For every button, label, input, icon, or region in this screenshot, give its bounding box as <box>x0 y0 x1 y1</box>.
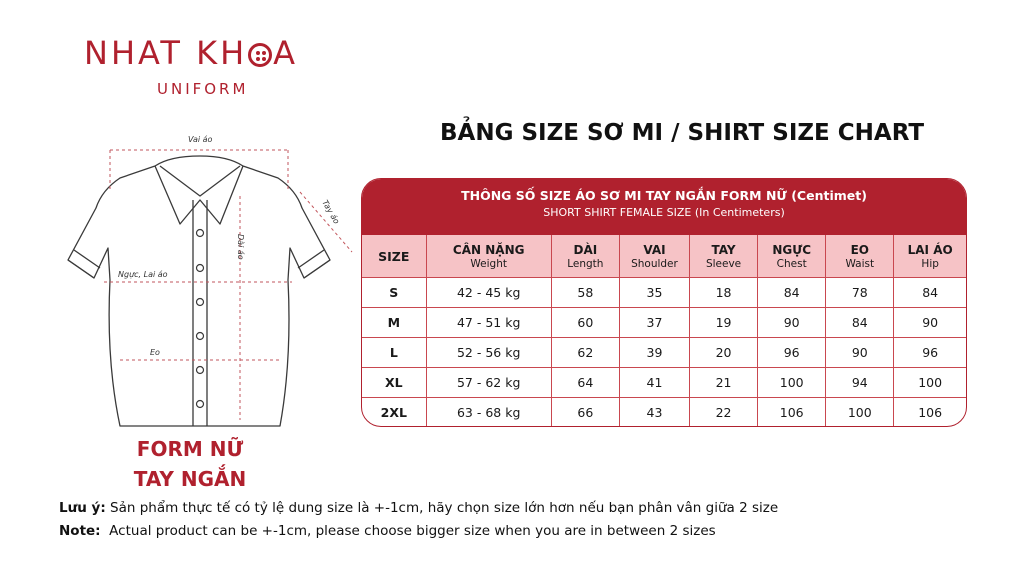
table-cell: 84 <box>894 278 966 308</box>
note-vi-label: Lưu ý: <box>59 500 106 516</box>
table-cell: 64 <box>551 368 619 398</box>
form-label-line2: TAY NGẮN <box>133 467 247 491</box>
header-sub: Chest <box>776 257 807 270</box>
shoulder-label: Vai áo <box>188 135 213 144</box>
size-cell: 2XL <box>362 398 426 428</box>
table-cell: 100 <box>894 368 966 398</box>
header-main: DÀI <box>573 242 598 257</box>
table-row <box>362 368 966 398</box>
header-main: SIZE <box>378 248 410 264</box>
size-chart-table <box>361 178 967 427</box>
table-cell: 66 <box>551 398 619 428</box>
header-main: EO <box>850 242 869 257</box>
header-sub: Length <box>567 257 604 270</box>
table-cell: 37 <box>619 308 689 338</box>
table-cell: 60 <box>551 308 619 338</box>
table-row <box>362 338 966 368</box>
table-cell: 96 <box>894 338 966 368</box>
chest-hip-label: Ngực, Lai áo <box>118 270 168 279</box>
note-en <box>59 520 778 543</box>
table-row <box>362 398 966 428</box>
table-cell: 42 - 45 kg <box>426 278 551 308</box>
button-icon <box>248 43 272 67</box>
header-shoulder <box>619 235 689 278</box>
table-title-vi: THÔNG SỐ SIZE ÁO SƠ MI TAY NGẮN FORM NỮ (Centimet) <box>461 188 867 203</box>
table-cell: 52 - 56 kg <box>426 338 551 368</box>
page-title: BẢNG SIZE SƠ MI / SHIRT SIZE CHART <box>440 120 925 146</box>
table-cell: 20 <box>690 338 758 368</box>
table-cell: 90 <box>758 308 826 338</box>
header-sleeve <box>690 235 758 278</box>
table-title <box>362 179 966 235</box>
header-sub: Shoulder <box>631 257 678 270</box>
waist-label: Eo <box>150 348 160 357</box>
header-hip <box>894 235 966 278</box>
note-vi <box>59 497 778 520</box>
table-cell: 100 <box>758 368 826 398</box>
table-cell: 106 <box>758 398 826 428</box>
table-cell: 47 - 51 kg <box>426 308 551 338</box>
logo-text-end: A <box>273 34 299 72</box>
form-label <box>110 434 270 494</box>
table-cell: 22 <box>690 398 758 428</box>
header-chest <box>758 235 826 278</box>
size-cell: S <box>362 278 426 308</box>
table-cell: 58 <box>551 278 619 308</box>
logo-text: NHAT KH <box>84 34 248 72</box>
table-cell: 18 <box>690 278 758 308</box>
length-label: Dài áo <box>236 234 245 260</box>
table-row <box>362 308 966 338</box>
header-waist <box>826 235 894 278</box>
table-cell: 62 <box>551 338 619 368</box>
table-cell: 96 <box>758 338 826 368</box>
logo-subtitle: UNIFORM <box>157 80 249 98</box>
shirt-diagram <box>60 130 370 430</box>
table-cell: 90 <box>826 338 894 368</box>
size-cell: L <box>362 338 426 368</box>
header-size <box>362 235 426 278</box>
shirt-illustration <box>60 130 370 430</box>
header-weight <box>426 235 551 278</box>
header-sub: Sleeve <box>705 257 742 270</box>
table-cell: 106 <box>894 398 966 428</box>
table-cell: 43 <box>619 398 689 428</box>
header-main: VAI <box>643 242 666 257</box>
table-cell: 63 - 68 kg <box>426 398 551 428</box>
header-sub: Weight <box>470 257 507 270</box>
table-cell: 21 <box>690 368 758 398</box>
size-cell: M <box>362 308 426 338</box>
table-cell: 41 <box>619 368 689 398</box>
note-en-label: Note: <box>59 523 101 539</box>
table-cell: 90 <box>894 308 966 338</box>
size-table <box>362 235 966 427</box>
table-cell: 78 <box>826 278 894 308</box>
table-cell: 35 <box>619 278 689 308</box>
table-cell: 100 <box>826 398 894 428</box>
table-header-row <box>362 235 966 278</box>
table-title-en: SHORT SHIRT FEMALE SIZE (In Centimeters) <box>543 206 785 219</box>
notes <box>59 497 778 543</box>
table-cell: 39 <box>619 338 689 368</box>
brand-logo <box>84 34 298 72</box>
note-vi-text: Sản phẩm thực tế có tỷ lệ dung size là +-1cm, hãy chọn size lớn hơn nếu bạn phân vân giữa 2 size <box>105 500 779 516</box>
header-sub: Waist <box>845 257 875 270</box>
table-row <box>362 278 966 308</box>
table-cell: 57 - 62 kg <box>426 368 551 398</box>
header-main: CÂN NẶNG <box>452 242 525 257</box>
table-cell: 19 <box>690 308 758 338</box>
header-main: LAI ÁO <box>907 242 953 257</box>
table-cell: 84 <box>758 278 826 308</box>
header-length <box>551 235 619 278</box>
note-en-text: Actual product can be +-1cm, please choose bigger size when you are in between 2 sizes <box>100 523 716 539</box>
size-cell: XL <box>362 368 426 398</box>
sleeve-label: Tay áo <box>320 198 342 226</box>
table-body <box>362 278 966 428</box>
header-sub: Hip <box>921 257 939 270</box>
header-main: NGỰC <box>772 242 812 257</box>
table-cell: 94 <box>826 368 894 398</box>
form-label-line1: FORM NỮ <box>136 437 244 461</box>
header-main: TAY <box>711 242 736 257</box>
table-cell: 84 <box>826 308 894 338</box>
